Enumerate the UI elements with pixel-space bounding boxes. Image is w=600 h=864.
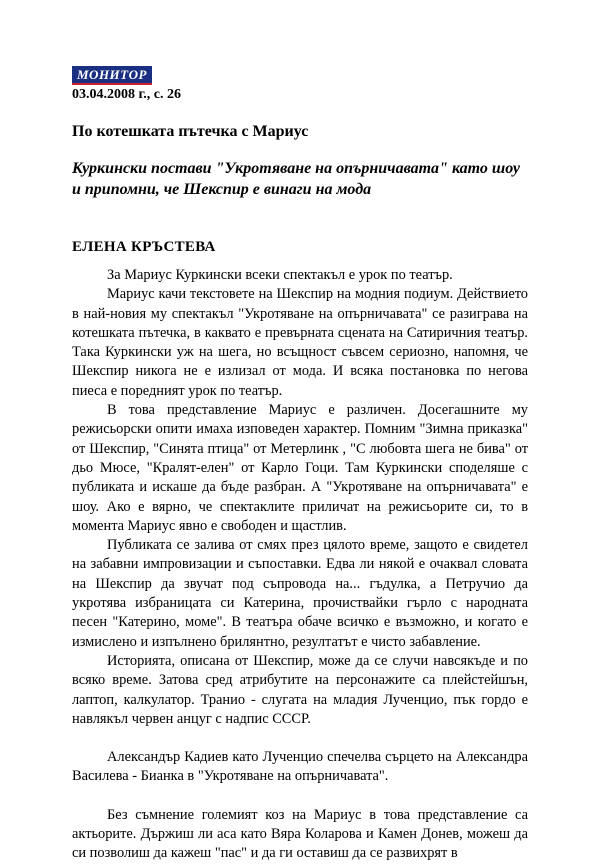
article-headline: По котешката пътечка с Мариус [72, 123, 309, 140]
paragraph: Мариус качи текстовете на Шекспир на модния подиум. Действието в най-новия му спектакъл "Укротяване на опърничавата" се разиграва на котешката пътечка, в каквато е превърната сцената на Сатиричния театър. Така Куркински уж на шега, но всъщност съвсем сериозно, напомня, че Шекспир никога не е излизал от мода. И всяка постановка по негова пиеса е поредният урок по театър. [72, 286, 528, 399]
article-body [72, 266, 528, 864]
paragraph: Публиката се залива от смях през цялото време, защото е свидетел на забавни импровизации и съпоставки. Едва ли някой е очаквал словата на Шекспир да звучат под съпровода на... гъдулка, а Петручио да укротява избраницата си Катерина, прочиствайки гърло с народната песен "Катерино, моме". В театъра обаче всичко е възможно, и когато е измислено и изпълнено брилянтно, резултатът е чисто забавление. [72, 537, 528, 650]
paragraph: В това представление Мариус е различен. Досегашните му режисьорски опити имаха изповеден характер. Помним "Зимна приказка" от Шекспир, "Синята птица" от Метерлинк , "С любовта шега не бива" от дьо Мюсе, "Кралят-елен" от Карло Гоци. Там Куркински споделяше с публиката и искаше да бъде разбран. А "Укротяване на опърничавата" е шоу. Ако е вярно, че спектаклите приличат на режисьорите си, то в момента Мариус явно е свободен и щастлив. [72, 402, 528, 534]
paragraph: За Мариус Куркински всеки спектакъл е урок по театър. [107, 267, 453, 283]
paragraph: Александър Кадиев като Лученцио спечелва сърцето на Александра Василева - Бианка в "Укротяване на опърничавата". [72, 749, 528, 785]
paragraph: Историята, описана от Шекспир, може да се случи навсякъде и по всяко време. Затова сред атрибутите на персонажите са плейстейшън, лаптоп, калкулатор. Транио - слугата на младия Лученцио, пък гордо е навлякъл червен анцуг с надпис СССР. [72, 652, 528, 727]
article-author: ЕЛЕНА КРЪСТЕВА [72, 239, 216, 255]
paragraph: Без съмнение големият коз на Мариус в това представление са актьорите. Държиш ли аса като Вяра Коларова и Камен Донев, можеш да си позволиш да кажеш "пас" и да ги оставиш да се развихрят в [72, 806, 528, 862]
article-subheadline: Куркински постави "Укротяване на опърничавата" като шоу и припомни, че Шекспир е винаги на мода [72, 160, 520, 198]
newspaper-logo: МОНИТОР [72, 66, 152, 85]
article-page [72, 66, 528, 864]
dateline: 03.04.2008 г., с. 26 [72, 87, 181, 102]
